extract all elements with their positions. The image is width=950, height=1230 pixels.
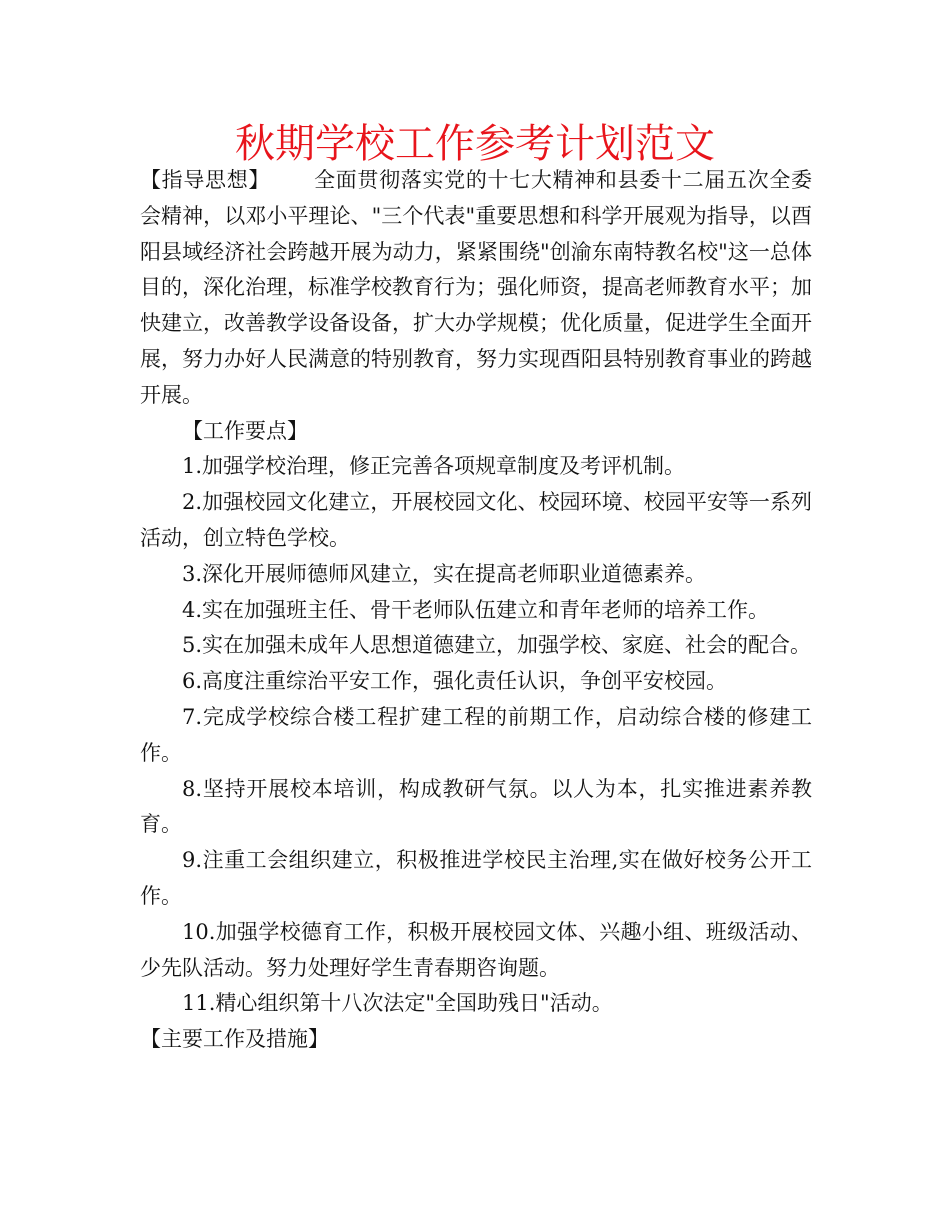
measures-heading: 【主要工作及措施】 — [140, 1027, 329, 1052]
work-point: 4.实在加强班主任、骨干老师队伍建立和青年老师的培养工作。 — [182, 597, 770, 622]
guiding-paragraph — [140, 163, 812, 414]
points-heading: 【工作要点】 — [182, 418, 308, 443]
work-point: 3.深化开展师德师风建立，实在提高老师职业道德素养。 — [182, 561, 707, 586]
document-body — [140, 163, 812, 1058]
work-point: 2.加强校园文化建立，开展校园文化、校园环境、校园平安等一系列活动，创立特色学校。 — [140, 490, 812, 550]
work-point: 11.精心组织第十八次法定"全国助残日"活动。 — [182, 991, 613, 1016]
guiding-text: 全面贯彻落实党的十七大精神和县委十二届五次全委会精神，以邓小平理论、"三个代表"重要思想和科学开展观为指导，以酉阳县域经济社会跨越开展为动力，紧紧围绕"创渝东南特教名校"这一总体目的，深化治理，标准学校教育行为；强化师资，提高老师教育水平；加快建立，改善教学设备设备，扩大办学规模；优化质量，促进学生全面开展，努力办好人民满意的特别教育，努力实现酉阳县特别教育事业的跨越开展。 — [140, 168, 813, 407]
work-point: 6.高度注重综治平安工作，强化责任认识，争创平安校园。 — [182, 669, 728, 694]
work-point: 1.加强学校治理，修正完善各项规章制度及考评机制。 — [182, 454, 686, 479]
work-point: 9.注重工会组织建立，积极推进学校民主治理,实在做好校务公开工作。 — [140, 848, 812, 908]
guiding-heading: 【指导思想】 — [140, 168, 271, 192]
work-point: 7.完成学校综合楼工程扩建工程的前期工作，启动综合楼的修建工作。 — [140, 704, 812, 765]
work-point: 8.坚持开展校本培训，构成教研气氛。以人为本，扎实推进素养教育。 — [140, 776, 812, 837]
work-point: 5.实在加强未成年人思想道德建立，加强学校、家庭、社会的配合。 — [182, 633, 812, 658]
document-title: 秋期学校工作参考计划范文 — [235, 121, 715, 167]
work-point: 10.加强学校德育工作，积极开展校园文体、兴趣小组、班级活动、少先队活动。努力处理好学生青春期咨询题。 — [140, 919, 812, 980]
